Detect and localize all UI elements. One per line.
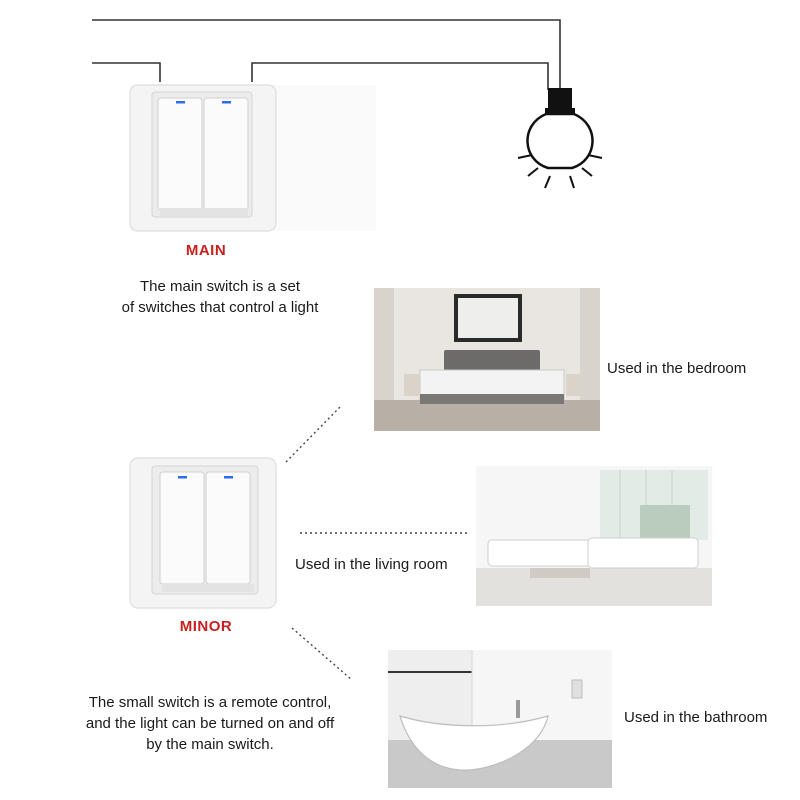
minor-caption-line-2: and the light can be turned on and off xyxy=(85,715,335,732)
minor-caption-line-3: by the main switch. xyxy=(146,736,274,753)
main-caption-line-1: The main switch is a set xyxy=(139,278,301,295)
main-switch-caption xyxy=(60,276,380,318)
bathroom-label: Used in the bathroom xyxy=(624,709,768,726)
minor-switch-label: MINOR xyxy=(179,618,233,635)
light-bulb-icon xyxy=(518,88,602,188)
connector-bedroom xyxy=(286,405,342,462)
bedroom-label: Used in the bedroom xyxy=(607,360,747,377)
bedroom-photo xyxy=(374,288,600,431)
minor-caption-line-1: The small switch is a remote control, xyxy=(88,694,332,711)
main-switch-label: MAIN xyxy=(185,242,227,259)
living-room-photo xyxy=(476,466,712,606)
main-caption-line-2: of switches that control a light xyxy=(121,299,319,316)
bathroom-photo xyxy=(388,650,612,788)
main-switch xyxy=(130,85,376,231)
minor-switch xyxy=(130,458,276,608)
minor-switch-caption xyxy=(30,692,390,755)
living-room-label: Used in the living room xyxy=(295,556,448,573)
wire-top xyxy=(92,20,560,95)
wire-second xyxy=(92,63,160,82)
connector-bathroom xyxy=(292,628,352,680)
